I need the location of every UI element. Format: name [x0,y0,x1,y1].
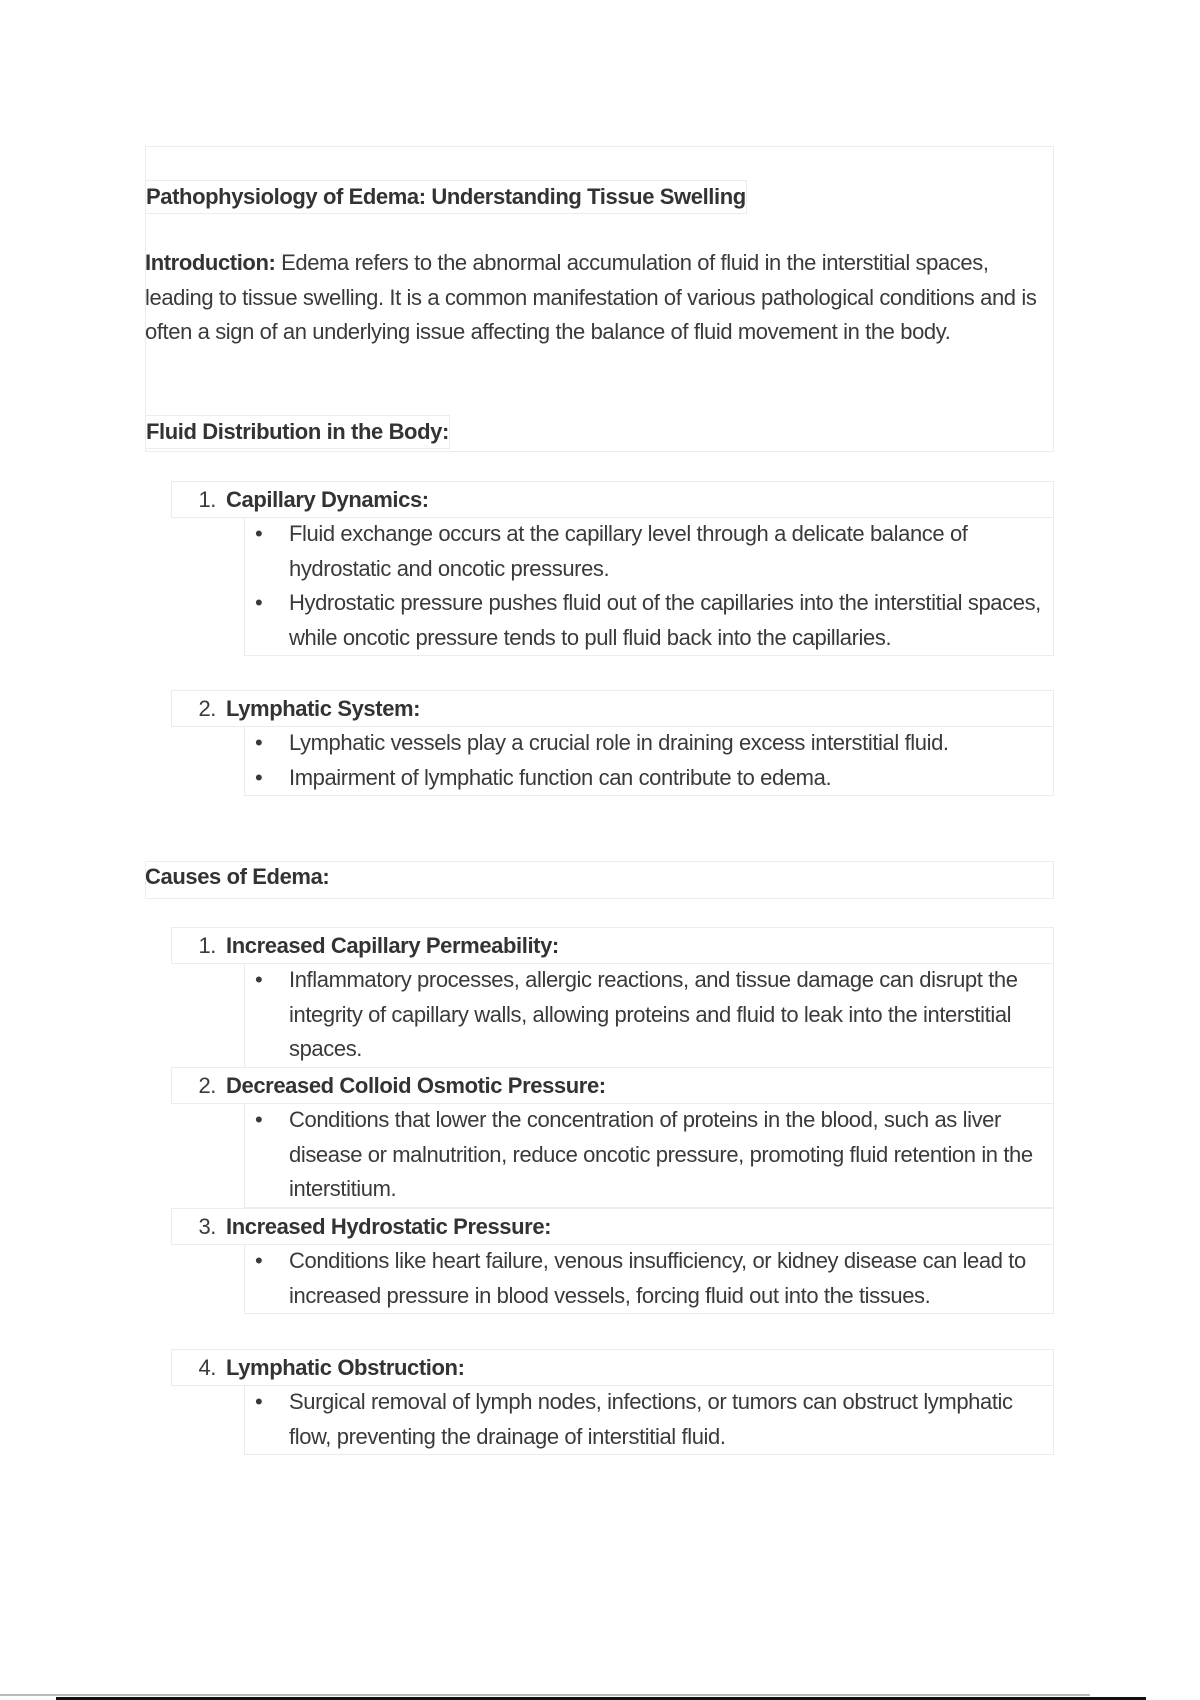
list-item [171,1349,1054,1386]
list-item [171,481,1054,518]
list-item [171,927,1054,964]
document-title-block [145,180,1053,214]
intro-section [145,246,1053,350]
bullet-item: • Impairment of lymphatic function can contribute to edema. [289,761,1053,796]
fluid-heading-block [145,415,1053,449]
bullet-list [244,1103,1054,1208]
item-number: 4. [198,1355,216,1380]
item-number: 1. [198,487,216,512]
intro-label: Introduction: [145,250,276,275]
list-item [171,1067,1054,1104]
item-number: 2. [198,696,216,721]
item-label: Increased Capillary Permeability: [226,933,559,958]
bullet-item: • Surgical removal of lymph nodes, infections, or tumors can obstruct lymphatic flow, preventing the drainage of interstitial fluid. [289,1385,1053,1454]
item-number: 1. [198,933,216,958]
bullet-list [244,1385,1054,1455]
item-label: Decreased Colloid Osmotic Pressure: [226,1073,606,1098]
document-title: Pathophysiology of Edema: Understanding Tissue Swelling [145,180,747,214]
bullet-list [244,1244,1054,1314]
bullet-item: • Conditions that lower the concentration of proteins in the blood, such as liver disease or malnutrition, reduce oncotic pressure, promoting fluid retention in the interstitium. [289,1103,1053,1207]
bullet-item: • Hydrostatic pressure pushes fluid out of the capillaries into the interstitial spaces, while oncotic pressure tends to pull fluid back into the capillaries. [289,586,1053,655]
fluid-distribution-heading: Fluid Distribution in the Body: [145,415,450,449]
bullet-item: • Fluid exchange occurs at the capillary level through a delicate balance of hydrostatic and oncotic pressures. [289,517,1053,586]
intro-text: Edema refers to the abnormal accumulation of fluid in the interstitial spaces, leading to tissue swelling. It is a common manifestation of various pathological conditions and is often a sign of an underlying issue affecting the balance of fluid movement in the body. [145,250,1037,344]
item-number: 2. [198,1073,216,1098]
item-label: Lymphatic Obstruction: [226,1355,465,1380]
item-label: Increased Hydrostatic Pressure: [226,1214,552,1239]
bullet-item: • Inflammatory processes, allergic reactions, and tissue damage can disrupt the integrity of capillary walls, allowing proteins and fluid to leak into the interstitial spaces. [289,963,1053,1067]
bullet-list [244,726,1054,796]
causes-heading-block [145,861,1053,893]
item-number: 3. [198,1214,216,1239]
intro-paragraph [145,246,1053,350]
list-item [171,1208,1054,1245]
item-label: Lymphatic System: [226,696,421,721]
bullet-list [244,517,1054,656]
causes-heading: Causes of Edema: [145,864,330,889]
page-divider [0,1694,1090,1696]
bullet-item: • Conditions like heart failure, venous insufficiency, or kidney disease can lead to increased pressure in blood vessels, forcing fluid out into the tissues. [289,1244,1053,1313]
bullet-item: • Lymphatic vessels play a crucial role in draining excess interstitial fluid. [289,726,1053,761]
bullet-list [244,963,1054,1068]
list-item [171,690,1054,727]
item-label: Capillary Dynamics: [226,487,429,512]
